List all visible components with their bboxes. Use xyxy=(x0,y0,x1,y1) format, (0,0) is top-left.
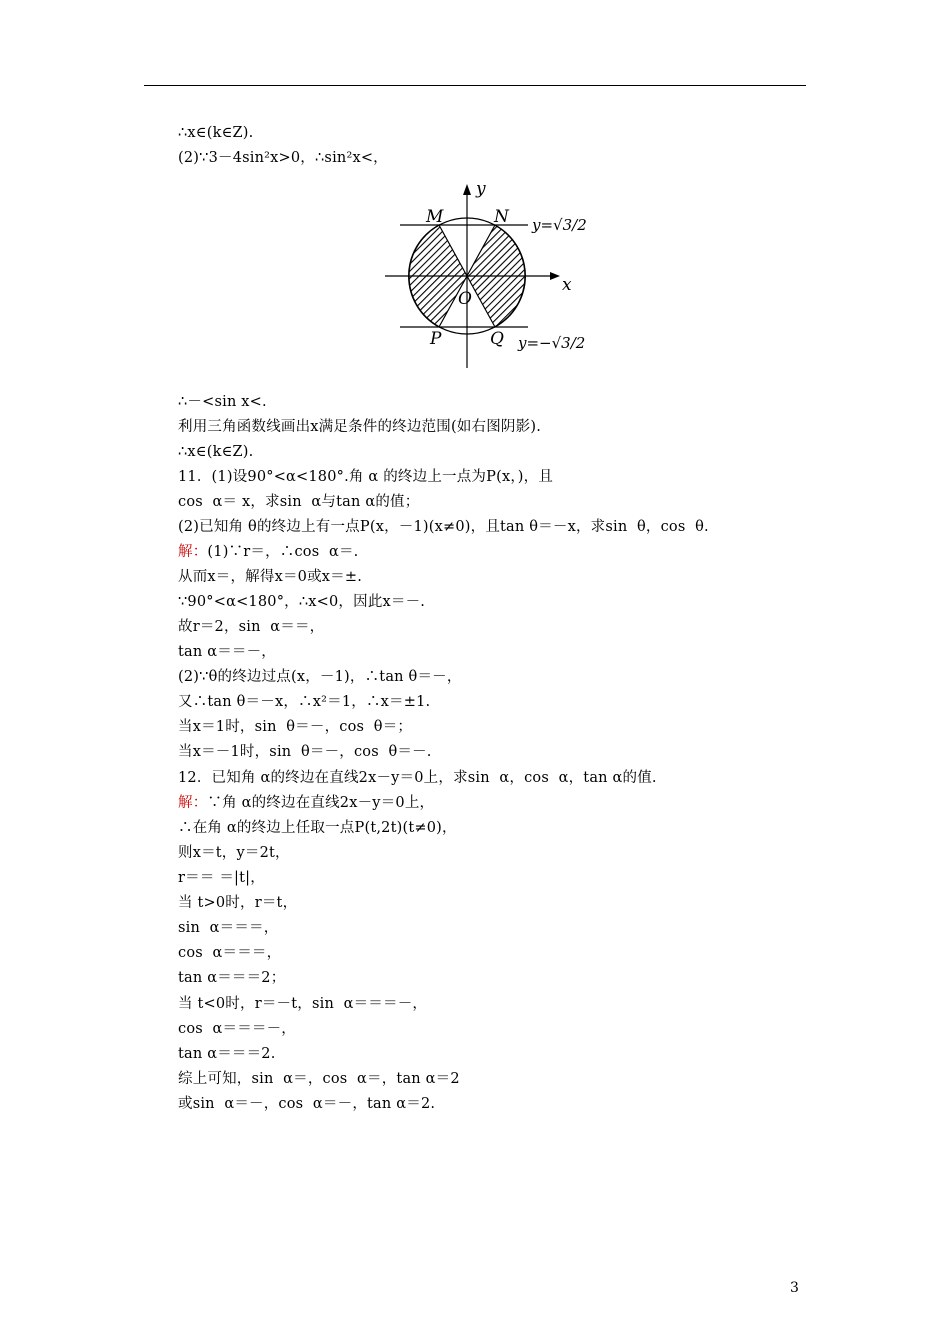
text-line: r＝＝ ＝|t|， xyxy=(178,870,265,886)
text-line: cos α＝＝＝－， xyxy=(178,1021,297,1037)
text-line: tan α＝＝＝2； xyxy=(178,970,286,986)
question-12: 12．已知角 α的终边在直线2x－y＝0上，求sin α，cos α，tan α的值. xyxy=(178,770,657,786)
text-line: cos α＝ x，求sin α与tan α的值； xyxy=(178,494,420,510)
solution-label: 解： xyxy=(178,544,208,560)
text-line: 或sin α＝－，cos α＝－，tan α＝2. xyxy=(178,1096,436,1112)
text-line: ∴－<sin x<. xyxy=(178,394,267,410)
lower-line-label: y=−√3/2 xyxy=(518,334,586,352)
axis-label-y: y xyxy=(476,180,486,199)
text-line: tan α＝＝＝2. xyxy=(178,1046,276,1062)
point-label-m: M xyxy=(426,207,444,227)
origin-label: O xyxy=(458,289,472,309)
text-line: ∴x∈(k∈Z). xyxy=(178,125,254,141)
solution-line xyxy=(178,540,359,565)
upper-line-label: y=√3/2 xyxy=(532,216,587,234)
point-label-q: Q xyxy=(490,329,504,349)
axis-label-x: x xyxy=(562,275,572,295)
text-line: 当x＝－1时，sin θ＝－，cos θ＝－. xyxy=(178,744,432,760)
text-line: sin α＝＝＝， xyxy=(178,920,279,936)
text-line: ∵90°<α<180°，∴x<0，因此x＝－. xyxy=(178,594,426,610)
solution-text: (1)∵r＝，∴cos α＝. xyxy=(207,544,359,560)
point-label-n: N xyxy=(494,207,509,227)
text-line: (2)∵θ的终边过点(x，－1)，∴tan θ＝－， xyxy=(178,669,462,685)
text-line: (2)∵3－4sin²x>0，∴sin²x<， xyxy=(178,150,388,166)
text-line: 当 t>0时，r＝t， xyxy=(178,895,298,911)
text-line: 故r＝2，sin α＝＝， xyxy=(178,619,325,635)
header-rule xyxy=(144,85,806,86)
point-label-p: P xyxy=(430,329,442,349)
text-line: 利用三角函数线画出x满足条件的终边范围(如右图阴影). xyxy=(178,419,541,435)
solution-label: 解： xyxy=(178,795,208,811)
solution-text: ∵角 α的终边在直线2x－y＝0上， xyxy=(207,795,435,811)
text-line: tan α＝＝－， xyxy=(178,644,277,660)
page-number: 3 xyxy=(790,1280,799,1296)
question-11: 11．(1)设90°<α<180°.角 α 的终边上一点为P(x，)，且 xyxy=(178,469,554,485)
unit-circle-figure xyxy=(380,180,590,372)
text-line: (2)已知角 θ的终边上有一点P(x，－1)(x≠0)，且tan θ＝－x，求sin θ，cos θ. xyxy=(178,519,709,535)
text-line: ∴在角 α的终边上任取一点P(t,2t)(t≠0)， xyxy=(178,820,457,836)
text-line: 当x＝1时，sin θ＝－，cos θ＝； xyxy=(178,719,413,735)
text-line: cos α＝＝＝， xyxy=(178,945,282,961)
text-line: 则x＝t，y＝2t， xyxy=(178,845,290,861)
text-line: 当 t<0时，r＝－t，sin α＝＝＝－， xyxy=(178,996,428,1012)
text-line: 从而x＝，解得x＝0或x＝±. xyxy=(178,569,363,585)
text-line: 综上可知，sin α＝，cos α＝，tan α＝2 xyxy=(178,1071,460,1087)
text-line: 又∴tan θ＝－x，∴x²＝1，∴x＝±1. xyxy=(178,694,431,710)
solution-line xyxy=(178,791,434,816)
text-line: ∴x∈(k∈Z). xyxy=(178,444,254,460)
